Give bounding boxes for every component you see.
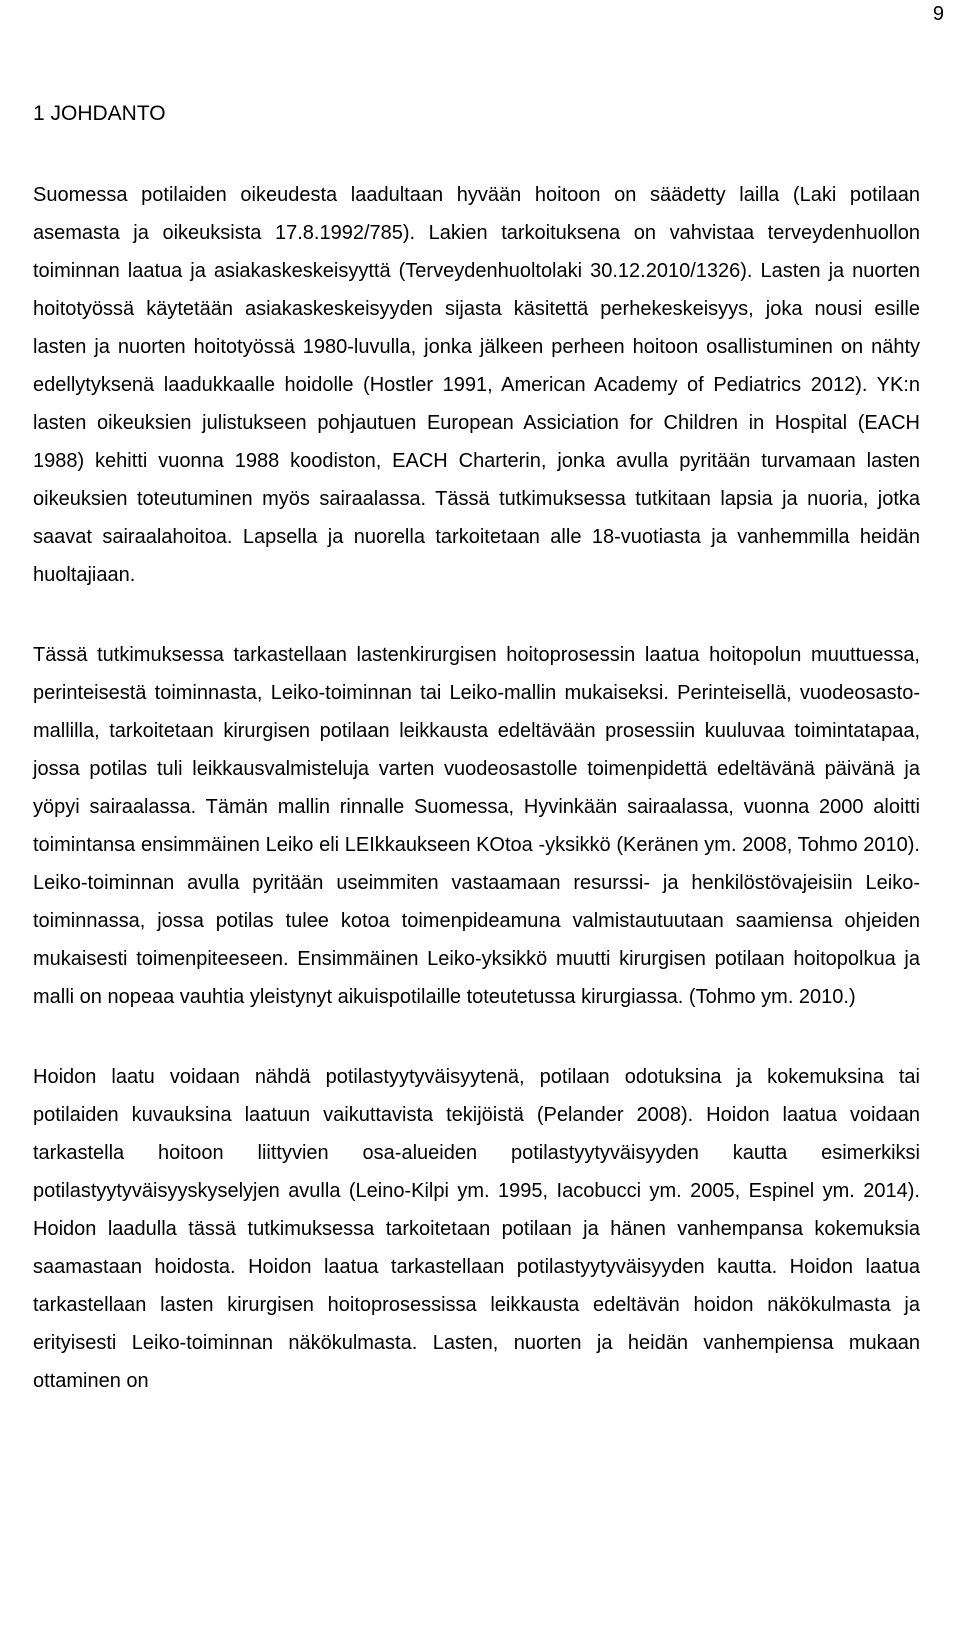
page-number: 9 [932, 3, 944, 25]
paragraph: Hoidon laatu voidaan nähdä potilastyytyväisyytenä, potilaan odotuksina ja kokemuksina tai potilaiden kuvauksina laatuun vaikuttavista tekijöistä (Pelander 2008). Hoidon laatua voidaan tarkastella hoitoon liittyvien osa-alueiden potilastyytyväisyyden kautta esimerkiksi potilastyytyväisyyskyselyjen avulla (Leino-Kilpi ym. 1995, Iacobucci ym. 2005, Espinel ym. 2014). Hoidon laadulla tässä tutkimuksessa tarkoitetaan potilaan ja hänen vanhempansa kokemuksia saamastaan hoidosta. Hoidon laatua tarkastellaan potilastyytyväisyyden kautta. Hoidon laatua tarkastellaan lasten kirurgisen hoitoprosessissa leikkausta edeltävän hoidon näkökulmasta ja erityisesti Leiko-toiminnan näkökulmasta. Lasten, nuorten ja heidän vanhempiensa mukaan ottaminen on [33, 1066, 920, 1392]
section-heading: 1 JOHDANTO [33, 102, 166, 125]
paragraph: Suomessa potilaiden oikeudesta laadultaan hyvään hoitoon on säädetty lailla (Laki potilaan asemasta ja oikeuksista 17.8.1992/785). Lakien tarkoituksena on vahvistaa terveydenhuollon toiminnan laatua ja asiakaskeskeisyyttä (Terveydenhuoltolaki 30.12.2010/1326). Lasten ja nuorten hoitotyössä käytetään asiakaskeskeisyyden sijasta käsitettä perhekeskeisyys, joka nousi esille lasten ja nuorten hoitotyössä 1980-luvulla, jonka jälkeen perheen hoitoon osallistuminen on nähty edellytyksenä laadukkaalle hoidolle (Hostler 1991, American Academy of Pediatrics 2012). YK:n lasten oikeuksien julistukseen pohjautuen European Assiciation for Children in Hospital (EACH 1988) kehitti vuonna 1988 koodiston, EACH Charterin, jonka avulla pyritään turvamaan lasten oikeuksien toteutuminen myös sairaalassa. Tässä tutkimuksessa tutkitaan lapsia ja nuoria, jotka saavat sairaalahoitoa. Lapsella ja nuorella tarkoitetaan alle 18-vuotiasta ja vanhemmilla heidän huoltajiaan. [33, 184, 920, 586]
body-text [33, 176, 920, 1400]
paragraph: Tässä tutkimuksessa tarkastellaan lastenkirurgisen hoitoprosessin laatua hoitopolun muuttuessa, perinteisestä toiminnasta, Leiko-toiminnan tai Leiko-mallin mukaiseksi. Perinteisellä, vuodeosasto-mallilla, tarkoitetaan kirurgisen potilaan leikkausta edeltävään prosessiin kuuluvaa toimintatapaa, jossa potilas tuli leikkausvalmisteluja varten vuodeosastolle toimenpidettä edeltävänä päivänä ja yöpyi sairaalassa. Tämän mallin rinnalle Suomessa, Hyvinkään sairaalassa, vuonna 2000 aloitti toimintansa ensimmäinen Leiko eli LEIkkaukseen KOtoa -yksikkö (Keränen ym. 2008, Tohmo 2010). Leiko-toiminnan avulla pyritään useimmiten vastaamaan resurssi- ja henkilöstövajeisiin Leiko-toiminnassa, jossa potilas tulee kotoa toimenpideamuna valmistautuutaan saamiensa ohjeiden mukaisesti toimenpiteeseen. Ensimmäinen Leiko-yksikkö muutti kirurgisen potilaan hoitopolkua ja malli on nopeaa vauhtia yleistynyt aikuispotilaille toteutetussa kirurgiassa. (Tohmo ym. 2010.) [33, 644, 920, 1008]
